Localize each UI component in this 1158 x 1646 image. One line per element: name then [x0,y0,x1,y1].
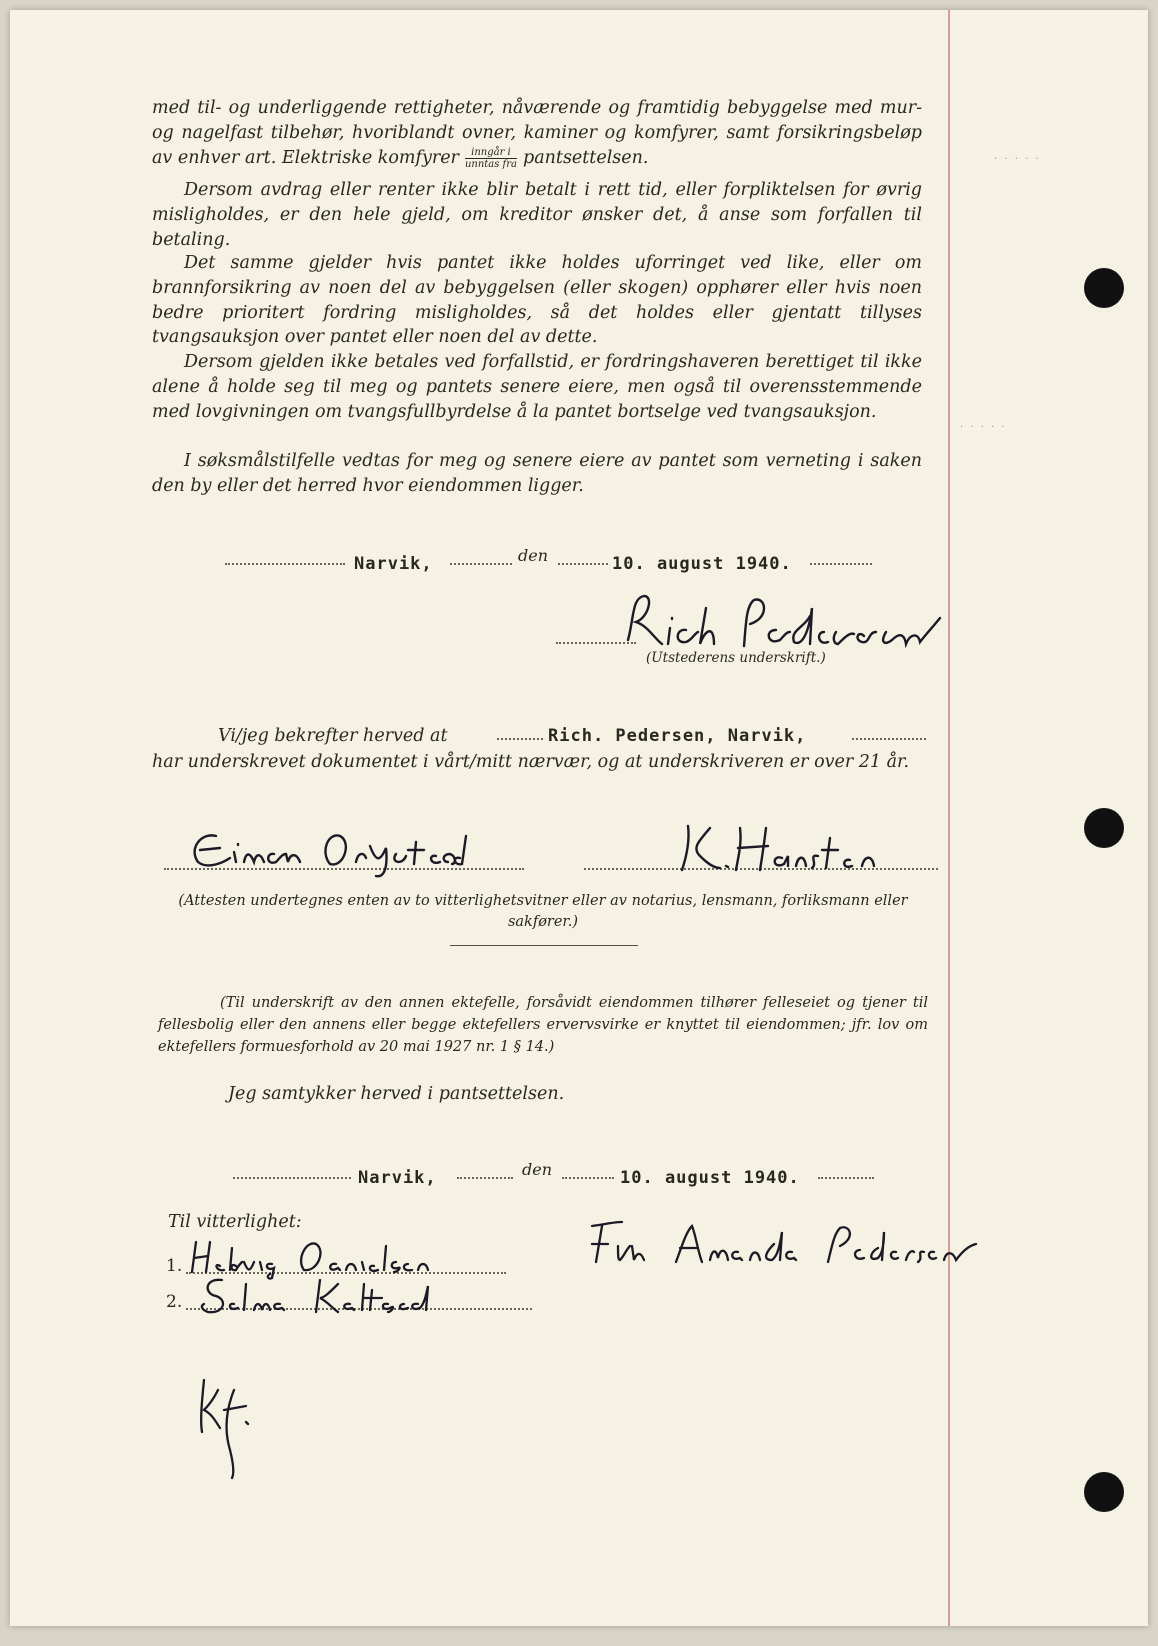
attest-caption: (Attesten undertegnes enten av to vitterlighetsvitner eller av notarius, lensmann, forliksmann eller sakfører.) [178,893,908,930]
fraction-choice: $\frac{\text{inngår i}}{\text{unntas fra}}$ [464,146,517,170]
issuer-signature-label: (Utstederens underskrift.) [646,650,826,666]
witness-1-number: 1. [166,1256,183,1276]
dotted-line [457,1177,513,1179]
dotted-line [233,1177,351,1179]
witness-2-number: 2. [166,1292,183,1312]
witness-label: Til vitterlighet: [168,1212,302,1232]
binder-hole [1084,808,1124,848]
issue-place: Narvik, [354,554,433,574]
paragraph-2: Dersom avdrag eller renter ikke blir betalt i rett tid, eller forpliktelsen for øvrig misligholdes, er den hele gjeld, om kreditor ønsker det, å anse som forfallen til betaling. [152,180,922,250]
dotted-line [450,563,512,565]
spouse-place: Narvik, [358,1168,437,1188]
issue-date: 10. august 1940. [612,554,792,574]
attest-intro: Vi/jeg bekrefter herved at [218,726,448,746]
margin-rule [948,10,950,1626]
den-label: den [518,546,549,565]
dotted-line [558,563,608,565]
dotted-line [225,563,345,565]
dotted-line [810,563,872,565]
attest-witness-1-signature [180,822,510,878]
dotted-line [562,1177,614,1179]
faint-stamp: · · · · · [960,422,1007,433]
paragraph-1: med til- og underliggende rettigheter, nåværende og framtidig bebyggelse med mur- og nagelfast tilbehør, hvoriblandt ovner, kaminer og komfyrer, samt forsikringsbeløp av enhver art. Elektriske komfyrer $\frac{\text{inngår i}}{\text{unntas fra}}$ pantsettelsen. [152,98,922,170]
document-page [10,10,1148,1626]
binder-hole [1084,268,1124,308]
initials [190,1370,270,1480]
spouse-note: (Til underskrift av den annen ektefelle, forsåvidt eiendommen tilhører felleseiet og tjener til fellesbolig eller den annens eller begge ektefellers ervervsvirke er knyttet til eiendommen; jfr. lov om ektefellers formuesforhold av 20 mai 1927 nr. 1 § 14.) [158,995,928,1055]
faint-stamp: · · · · · [994,154,1041,165]
dotted-line [852,738,926,740]
attest-witness-2-signature [678,818,918,874]
spouse-signature [578,1216,1008,1272]
dotted-line [818,1177,874,1179]
witness-2-signature [192,1272,512,1318]
issuer-signature [614,588,964,658]
binder-hole [1084,1472,1124,1512]
spouse-date: 10. august 1940. [620,1168,800,1188]
attest-text: har underskrevet dokumentet i vårt/mitt nærvær, og at underskriveren er over 21 år. [152,752,910,772]
den-label: den [522,1160,553,1179]
dotted-line [497,738,543,740]
attest-name: Rich. Pedersen, Narvik, [548,726,807,746]
section-divider [450,945,638,946]
paragraph-4: Dersom gjelden ikke betales ved forfallstid, er fordringshaveren berettiget til ikke alene å holde seg til meg og pantets senere eiere, men også til overensstemmende med lovgivningen om tvangsfullbyrdelse å la pantet bortselge ved tvangsauksjon. [152,352,922,422]
spouse-consent: Jeg samtykker herved i pantsettelsen. [228,1084,565,1104]
paragraph-5: I søksmålstilfelle vedtas for meg og senere eiere av pantet som verneting i saken den by eller det herred hvor eiendommen ligger. [152,451,922,496]
paragraph-3: Det samme gjelder hvis pantet ikke holdes uforringet ved like, eller om brannforsikring av noen del av bebyggelsen (eller skogen) opphører eller hvis noen bedre prioritert fordring misligholdes, så det holdes eller gjentatt tillyses tvangsauksjon over pantet eller noen del av dette. [152,253,922,348]
